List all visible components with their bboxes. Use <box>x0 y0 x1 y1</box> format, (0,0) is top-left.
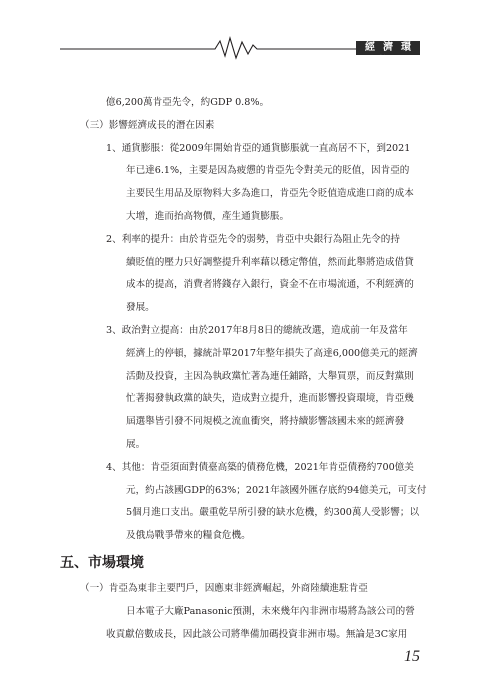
subsection-heading: （三）影響經濟成長的潛在因素 <box>80 120 215 131</box>
text-line: 1、通貨膨脹：從2009年開始肯亞的通貨膨脹就一直高居不下，到2021 <box>106 143 411 154</box>
text-line: 屆選舉皆引發不同規模之流血衝突，將持續影響該國未來的經濟發 <box>126 416 405 427</box>
running-header <box>60 36 420 67</box>
text-line: 成本的提高，消費者將錢存入銀行，資金不在市場流通，不利經濟的 <box>126 279 414 290</box>
text-line: 2、利率的提升：由於肯亞先令的弱勢，肯亞中央銀行為阻止先令的持 <box>106 234 400 245</box>
text-line: 展。 <box>126 439 146 450</box>
text-line: 忙著揭發執政黨的缺失，造成對立提升，進而影響投資環境，肯亞幾 <box>126 393 414 404</box>
text-line: 經濟上的停頓，據統計單2017年整年損失了高達6,000億美元的經濟 <box>126 348 418 359</box>
text-line: 收貢獻倍數成長，因此該公司將準備加碼投資非洲市場。無論是3C家用 <box>106 629 408 640</box>
heartbeat-line-ornament <box>60 36 360 60</box>
text-line: 日本電子大廠Panasonic預測，未來幾年內非洲市場將為該公司的營 <box>126 606 415 617</box>
text-line: 續貶值的壓力只好調整提升利率藉以穩定幣值，然而此舉將造成借貸 <box>126 257 414 268</box>
page-number: 15 <box>404 648 420 665</box>
text-line: 活動及投資，主因為執政黨忙著為連任鋪路，大舉買票，而反對黨則 <box>126 371 414 382</box>
text-line: 4、其他：肯亞須面對債臺高築的債務危機，2021年肯亞債務約700億美 <box>106 462 414 473</box>
text-line: 5個月進口支出。嚴重乾旱所引發的缺水危機，約300萬人受影響；以 <box>126 507 420 518</box>
text-line: 元，約占該國GDP的63%；2021年該國外匯存底約94億美元，可支付 <box>126 485 427 496</box>
text-line: 主要民生用品及原物料大多為進口，肯亞先令貶值造成進口商的成本 <box>126 188 414 199</box>
text-line: 年已達6.1%，主要是因為疲憊的肯亞先令對美元的貶值，因肯亞的 <box>126 165 410 176</box>
text-line: 及俄烏戰爭帶來的糧食危機。 <box>126 530 251 541</box>
text-line: 億6,200萬肯亞先令，約GDP 0.8%。 <box>106 97 270 108</box>
section-heading: 五、市場環境 <box>60 555 144 571</box>
text-line: 發展。 <box>126 302 155 313</box>
text-line: 大增，進而抬高物價，產生通貨膨脹。 <box>126 211 290 222</box>
subsection-heading: （一）肯亞為東非主要門戶，因應東非經濟崛起，外商陸續進駐肯亞 <box>80 583 368 594</box>
section-title-tab: 經濟環境 <box>356 41 420 55</box>
text-line: 3、政治對立提高：由於2017年8月8日的總統改選，造成前一年及當年 <box>106 325 408 336</box>
